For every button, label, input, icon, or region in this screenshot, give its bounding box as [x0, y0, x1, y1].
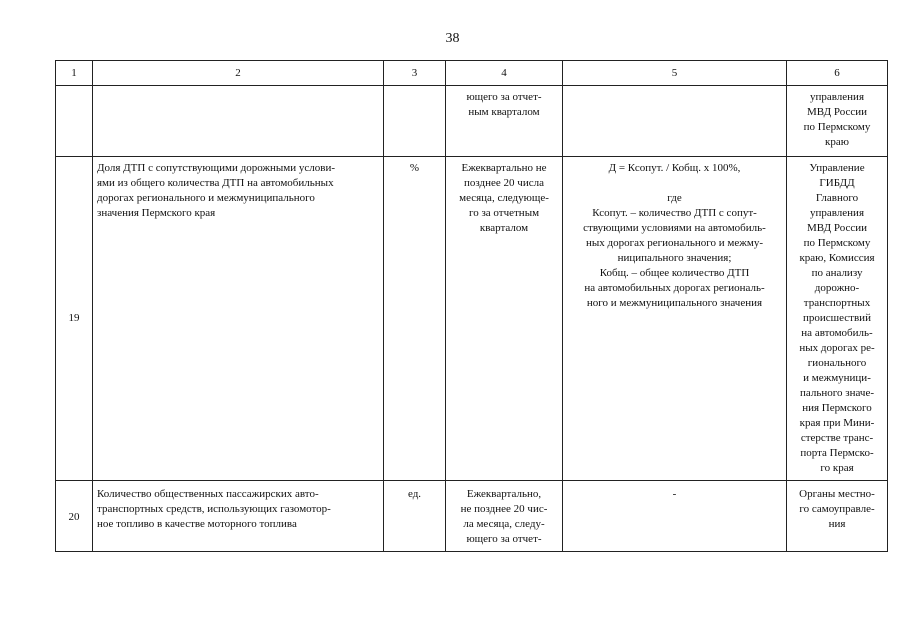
- indicator-name-line: ное топливо в качестве моторного топлива: [97, 518, 297, 530]
- formula-main: Д = Ксопут. / Кобщ. х 100%,: [608, 162, 741, 174]
- source-line: го самоуправле-: [799, 503, 875, 515]
- period-cell: [446, 157, 563, 481]
- formula-cell: [563, 157, 787, 481]
- cont-period-cell: [446, 86, 563, 157]
- source-cell: [787, 481, 888, 552]
- source-line: дорожно-: [814, 282, 860, 294]
- period-line: го за отчетным: [468, 207, 540, 219]
- period-line: Ежеквартально,: [466, 488, 542, 500]
- cont-formula-cell: [563, 86, 787, 157]
- source-line: Органы местно-: [799, 488, 875, 500]
- source-line: управления: [809, 207, 865, 219]
- cont-period-line: ющего за отчет-: [466, 91, 542, 103]
- table-header-row: [56, 61, 888, 86]
- cont-number-cell: [56, 86, 93, 157]
- table-row-19: [56, 157, 888, 481]
- formula-definition-line: Кобщ. – общее количество ДТП: [599, 267, 750, 279]
- table-row-20: [56, 481, 888, 552]
- cont-source-line: краю: [825, 136, 849, 148]
- page-number: 38: [445, 31, 460, 46]
- indicator-name-line: дорогах регионального и межмуниципального: [97, 192, 315, 204]
- formula-definition-line: ниципального значения;: [617, 252, 732, 264]
- formula-definition-line: Ксопут. – количество ДТП с сопут-: [592, 207, 757, 219]
- source-line: МВД России: [806, 222, 868, 234]
- indicator-name-cell: [93, 157, 384, 481]
- formula-definition-line: ствующими условиями на автомобиль-: [583, 222, 766, 234]
- table-row-continuation: [56, 86, 888, 157]
- source-line: транспортных: [803, 297, 871, 309]
- source-line: Управление: [809, 162, 865, 174]
- cont-name-cell: [93, 86, 384, 157]
- formula-cell: -: [563, 481, 787, 552]
- source-line: по анализу: [811, 267, 863, 279]
- source-line: порта Пермско-: [800, 447, 874, 459]
- source-line: стерстве транс-: [800, 432, 874, 444]
- period-cell: [446, 481, 563, 552]
- column-number-4: 4: [446, 61, 563, 86]
- indicator-name-line: Доля ДТП с сопутствующими дорожными услови-: [97, 162, 336, 174]
- indicator-name-line: транспортных средств, использующих газомотор-: [97, 503, 331, 515]
- indicator-name-line: значения Пермского края: [97, 207, 216, 219]
- source-line: пального значе-: [800, 387, 874, 399]
- source-line: ных дорогах ре-: [799, 342, 875, 354]
- source-line: по Пермскому: [803, 237, 871, 249]
- column-number-6: 6: [787, 61, 888, 86]
- source-line: го края: [820, 462, 854, 474]
- source-cell: [787, 157, 888, 481]
- source-line: происшествий: [803, 312, 871, 324]
- column-number-2: 2: [93, 61, 384, 86]
- indicator-name-cell: [93, 481, 384, 552]
- period-line: позднее 20 числа: [464, 177, 544, 189]
- indicator-name-line: ями из общего количества ДТП на автомобильных: [97, 177, 334, 189]
- source-line: края при Мини-: [799, 417, 875, 429]
- cont-source-line: по Пермскому: [803, 121, 871, 133]
- unit-cell: ед.: [384, 481, 446, 552]
- cont-source-line: МВД России: [806, 106, 868, 118]
- source-line: и межмуници-: [803, 372, 871, 384]
- unit-cell: %: [384, 157, 446, 481]
- column-number-5: 5: [563, 61, 787, 86]
- cont-unit-cell: [384, 86, 446, 157]
- formula-definition-line: ного и межмуниципального значения: [586, 297, 763, 309]
- cont-source-line: управления: [809, 91, 865, 103]
- period-line: месяца, следующе-: [459, 192, 549, 204]
- period-line: Ежеквартально не: [461, 162, 547, 174]
- formula-definition-line: ных дорогах регионального и межму-: [586, 237, 763, 249]
- source-line: ния: [828, 518, 846, 530]
- period-line: ла месяца, следу-: [463, 518, 545, 530]
- column-number-3: 3: [384, 61, 446, 86]
- indicator-table: [55, 60, 888, 552]
- source-line: на автомобиль-: [801, 327, 873, 339]
- indicator-name-line: Количество общественных пассажирских авто-: [97, 488, 319, 500]
- row-number-cell: 19: [56, 157, 93, 481]
- column-number-1: 1: [56, 61, 93, 86]
- source-line: ния Пермского: [802, 402, 872, 414]
- formula-where: где: [667, 192, 682, 204]
- source-line: гионального: [807, 357, 867, 369]
- period-line: не позднее 20 чис-: [460, 503, 548, 515]
- source-line: краю, Комиссия: [799, 252, 875, 264]
- source-line: Главного: [815, 192, 859, 204]
- source-line: ГИБДД: [819, 177, 855, 189]
- cont-source-cell: [787, 86, 888, 157]
- row-number-cell: 20: [56, 481, 93, 552]
- period-line: кварталом: [479, 222, 529, 234]
- formula-definition-line: на автомобильных дорогах региональ-: [584, 282, 765, 294]
- cont-period-line: ным кварталом: [468, 106, 540, 118]
- period-line: ющего за отчет-: [466, 533, 542, 545]
